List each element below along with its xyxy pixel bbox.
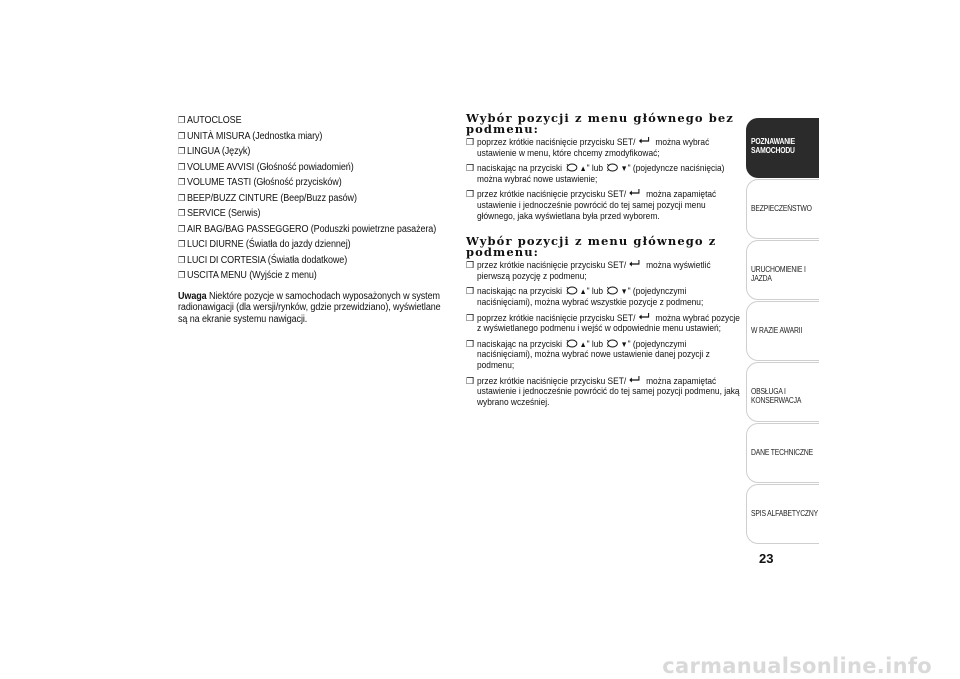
checkbox-icon: ❒ [178,146,186,156]
tab-uruchomienie-i-jazda[interactable]: URUCHOMIENIE I JAZDA [746,240,819,300]
list-item-label: AIR BAG/BAG PASSEGGERO (Poduszki powietrzne pasażera) [186,223,437,235]
tab-bezpieczenstwo[interactable]: BEZPIECZEŃSTWO [746,179,819,239]
menu-items-list [178,113,446,284]
tab-poznawanie-samochodu[interactable]: POZNAWANIE SAMOCHODU [746,118,819,178]
list-item: ❒ poprzez krótkie naciśnięcie przycisku SET/ można wybrać ustawienie w menu, które chcemy zmodyfikować; [466,137,710,159]
list-item [178,253,419,269]
list-item: ❒ przez krótkie naciśnięcie przycisku SET/ można zapamiętać ustawienie i jednocześnie powrócić do tej samej pozycji podmenu, jaką wybrano wcześniej. [466,375,740,408]
list-item [178,160,419,176]
list-item-label: LUCI DI CORTESIA (Światła dodatkowe) [186,254,348,266]
checkbox-icon: ❒ [178,130,186,141]
checkbox-icon: ❒ [178,270,186,280]
return-arrow-icon [638,137,650,145]
up-arrow-icon: ▲ [579,287,587,297]
list-item [178,113,419,129]
list-item-label: AUTOCLOSE [186,115,242,126]
up-arrow-icon: ▲ [579,339,587,349]
list-item: ❒ przez krótkie naciśnięcie przycisku SET/ można zapamiętać ustawienie i jednocześnie powrócić do tej samej pozycji menu głównego, jaka wyświetlana była przed wyborem. [466,189,717,222]
list-item [178,268,419,284]
knob-icon [607,286,619,295]
list-item: ❒ poprzez krótkie naciśnięcie przycisku SET/ można wybrać pozycje z wyświetlanego podmenu i wejść w odpowiednie menu ustawień; [466,312,740,335]
chapter-tabs [746,118,819,546]
checkbox-icon: ❒ [466,312,475,323]
list-item-label: SERVICE (Serwis) [186,208,261,219]
return-arrow-icon [629,260,641,268]
knob-icon [607,163,619,172]
checkbox-icon: ❒ [466,375,475,386]
list-item: ❒ naciskając na przyciski ▲" lub ▼" (pojedynczymi naciśnięciami), można wybrać nowe ustawienie danej pozycji z podmenu; [466,338,710,371]
down-arrow-icon: ▼ [620,287,628,297]
checkbox-icon: ❒ [178,223,186,234]
list-item-label: VOLUME TASTI (Głośność przycisków) [186,177,342,188]
list-item-label: UNITÀ MISURA (Jednostka miary) [186,130,323,142]
down-arrow-icon: ▼ [620,164,628,174]
list-item-label: VOLUME AVVISI (Głośność powiadomień) [186,161,354,173]
checkbox-icon: ❒ [178,208,186,218]
checkbox-icon: ❒ [178,254,186,265]
return-arrow-icon [629,189,641,197]
checkbox-icon: ❒ [178,192,186,203]
note-label: Uwaga [178,290,207,302]
section1-heading: Wybór pozycji z menu głównego bez podmenu: [466,111,734,136]
checkbox-icon: ❒ [178,177,186,187]
list-item [178,222,437,238]
checkbox-icon: ❒ [178,161,186,172]
list-item: ❒ naciskając na przyciski ▲" lub ▼" (pojedyncze naciśnięcia) można wybrać nowe ustawienie; [466,163,725,185]
checkbox-icon: ❒ [466,338,475,349]
checkbox-icon: ❒ [466,137,475,147]
knob-icon [566,286,578,295]
checkbox-icon: ❒ [466,260,475,271]
return-arrow-icon [638,313,650,321]
up-arrow-icon: ▲ [579,164,587,174]
list-item-label: USCITA MENU (Wyjście z menu) [186,270,317,281]
watermark: carmanualsonline.info [662,654,932,678]
list-item: ❒ naciskając na przyciski ▲" lub ▼" (pojedynczymi naciśnięciami), można wybrać wszystkie pozycje z podmenu; [466,286,704,308]
list-item [178,191,419,207]
checkbox-icon: ❒ [466,163,475,174]
note-paragraph [178,291,443,326]
list-item-label: LINGUA (Język) [186,146,251,157]
list-item [178,206,419,222]
knob-icon [607,339,619,348]
section2-heading: Wybór pozycji z menu głównego z podmenu: [466,234,717,260]
note-text: Niektóre pozycje w samochodach wyposażonych w system radionawigacji (dla wersji/rynków, gdzie przewidziano), wyświetlane są na ekranie systemu nawigacji. [178,290,441,325]
checkbox-icon: ❒ [466,286,475,297]
right-column [466,113,738,412]
checkbox-icon: ❒ [178,239,186,249]
list-item [178,144,419,160]
list-item-label: BEEP/BUZZ CINTURE (Beep/Buzz pasów) [186,192,357,204]
down-arrow-icon: ▼ [620,339,628,349]
knob-icon [566,163,578,172]
tab-dane-techniczne[interactable]: DANE TECHNICZNE [746,423,819,483]
tab-spis-alfabetyczny[interactable]: SPIS ALFABETYCZNY [746,484,819,544]
list-item [178,175,419,191]
checkbox-icon: ❒ [466,189,475,200]
list-item-label: LUCI DIURNE (Światła do jazdy dziennej) [186,239,351,250]
list-item [178,237,419,253]
list-item: ❒ przez krótkie naciśnięcie przycisku SET/ można wyświetlić pierwszą pozycję z podmenu; [466,260,711,282]
list-item [178,129,419,145]
tab-w-razie-awarii[interactable]: W RAZIE AWARII [746,301,819,361]
return-arrow-icon [629,376,641,384]
tab-obsluga-i-konserwacja[interactable]: OBSŁUGA I KONSERWACJA [746,362,819,422]
knob-icon [566,339,578,348]
checkbox-icon: ❒ [178,115,186,125]
page-number: 23 [759,551,774,566]
left-column [178,113,446,325]
